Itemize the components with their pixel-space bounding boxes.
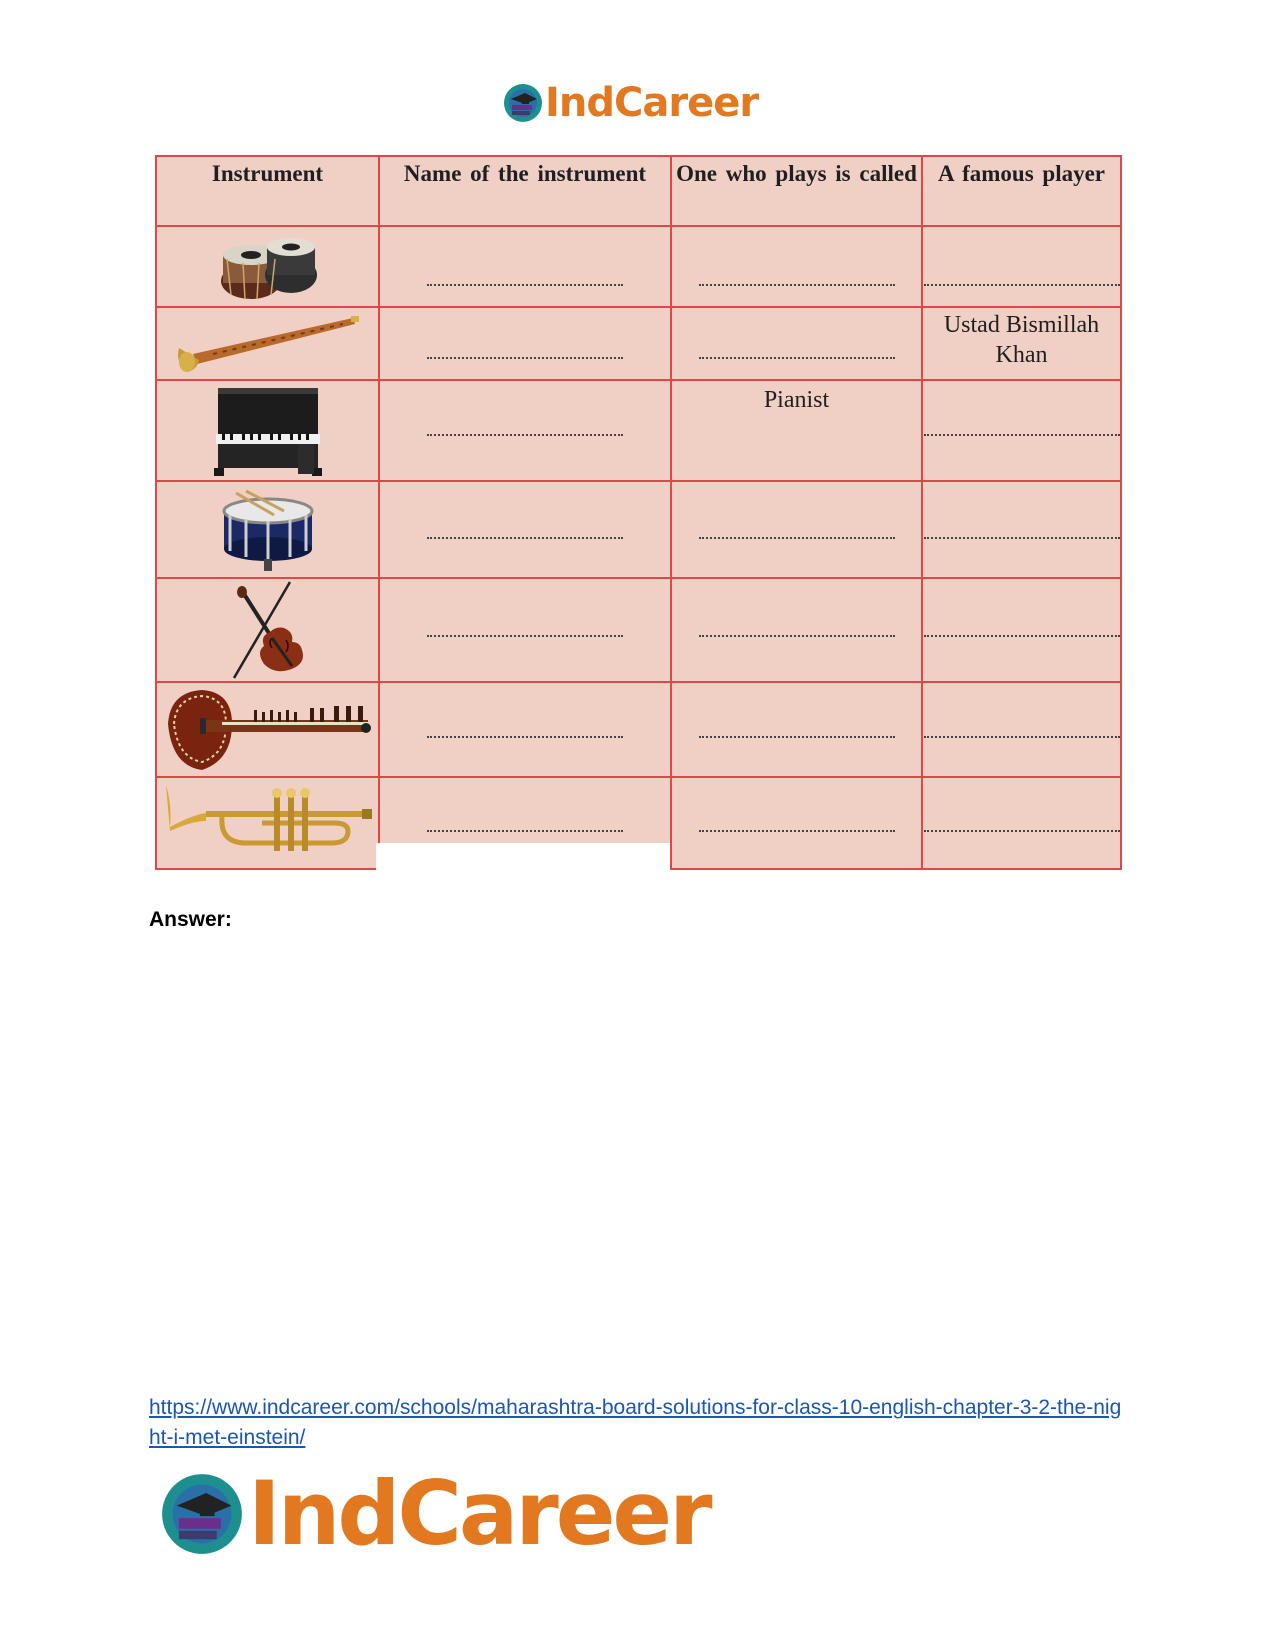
- answer-label: Answer:: [149, 908, 232, 931]
- instrument-image-cell: [156, 578, 379, 682]
- header-famous-player: A famous player: [922, 156, 1121, 226]
- table-row: [156, 578, 1121, 682]
- instrument-image-cell: [156, 777, 379, 869]
- famous-player-cell[interactable]: [922, 481, 1121, 578]
- instrument-name-cell[interactable]: [379, 226, 671, 307]
- instrument-image-cell: [156, 226, 379, 307]
- answer-dotted-line: [427, 434, 623, 436]
- instrument-table: [155, 155, 1122, 870]
- famous-player-cell[interactable]: [922, 777, 1121, 869]
- famous-player-text: Ustad Bismillah Khan: [943, 312, 1100, 368]
- answer-dotted-line: [699, 357, 895, 359]
- answer-dotted-line: [699, 736, 895, 738]
- piano-icon: [210, 384, 326, 478]
- instrument-image-cell: [156, 380, 379, 481]
- header-instrument: Instrument: [156, 156, 379, 226]
- header-player-called: One who plays is called: [671, 156, 922, 226]
- answer-dotted-line: [924, 434, 1120, 436]
- table-cutout: [376, 843, 670, 873]
- drum-icon: [216, 489, 320, 571]
- player-called-cell[interactable]: [671, 578, 922, 682]
- answer-dotted-line: [924, 635, 1120, 637]
- instrument-name-cell[interactable]: [379, 578, 671, 682]
- table-header-row: [156, 156, 1121, 226]
- instrument-image-cell: [156, 307, 379, 380]
- famous-player-cell[interactable]: [922, 578, 1121, 682]
- answer-dotted-line: [427, 357, 623, 359]
- answer-dotted-line: [427, 736, 623, 738]
- logo-wordmark: IndCareer: [248, 1462, 710, 1565]
- answer-dotted-line: [699, 284, 895, 286]
- answer-dotted-line: [427, 537, 623, 539]
- answer-dotted-line: [699, 635, 895, 637]
- sitar-icon: [162, 684, 374, 776]
- answer-dotted-line: [924, 284, 1120, 286]
- player-called-cell[interactable]: [671, 682, 922, 777]
- instrument-name-cell[interactable]: [379, 682, 671, 777]
- logo-wordmark: IndCareer: [545, 80, 759, 126]
- instrument-name-cell[interactable]: [379, 307, 671, 380]
- instrument-name-cell[interactable]: [379, 481, 671, 578]
- tabla-icon: [213, 229, 323, 305]
- source-link[interactable]: https://www.indcareer.com/schools/maharashtra-board-solutions-for-class-10-english-chapter-3-2-the-night-i-met-einstein/: [149, 1396, 1122, 1449]
- answer-dotted-line: [924, 537, 1120, 539]
- answer-dotted-line: [427, 635, 623, 637]
- table-row: [156, 380, 1121, 481]
- answer-dotted-line: [699, 537, 895, 539]
- famous-player-cell[interactable]: [922, 682, 1121, 777]
- player-called-cell[interactable]: [671, 777, 922, 869]
- player-called-cell[interactable]: [671, 226, 922, 307]
- table-row: [156, 307, 1121, 380]
- player-called-cell[interactable]: [671, 307, 922, 380]
- famous-player-cell[interactable]: [922, 226, 1121, 307]
- instrument-name-cell[interactable]: [379, 380, 671, 481]
- shehnai-icon: [173, 312, 363, 376]
- table-row: [156, 682, 1121, 777]
- instrument-image-cell: [156, 481, 379, 578]
- player-called-text: Pianist: [763, 387, 830, 413]
- indcareer-logo-top: [503, 80, 758, 126]
- answer-dotted-line: [924, 830, 1120, 832]
- player-called-cell[interactable]: [671, 481, 922, 578]
- answer-dotted-line: [427, 284, 623, 286]
- graduate-book-icon: [503, 83, 543, 123]
- header-instrument-name: Name of the instrument: [379, 156, 671, 226]
- graduate-book-icon: [160, 1472, 244, 1556]
- player-called-cell[interactable]: [671, 380, 922, 481]
- indcareer-logo-bottom: [160, 1462, 710, 1565]
- instrument-image-cell: [156, 682, 379, 777]
- answer-dotted-line: [427, 830, 623, 832]
- answer-dotted-line: [924, 736, 1120, 738]
- famous-player-cell[interactable]: [922, 380, 1121, 481]
- trumpet-icon: [162, 783, 374, 863]
- famous-player-cell[interactable]: [922, 307, 1121, 380]
- table-row: [156, 226, 1121, 307]
- violin-icon: [220, 580, 316, 680]
- table-row: [156, 481, 1121, 578]
- answer-dotted-line: [699, 830, 895, 832]
